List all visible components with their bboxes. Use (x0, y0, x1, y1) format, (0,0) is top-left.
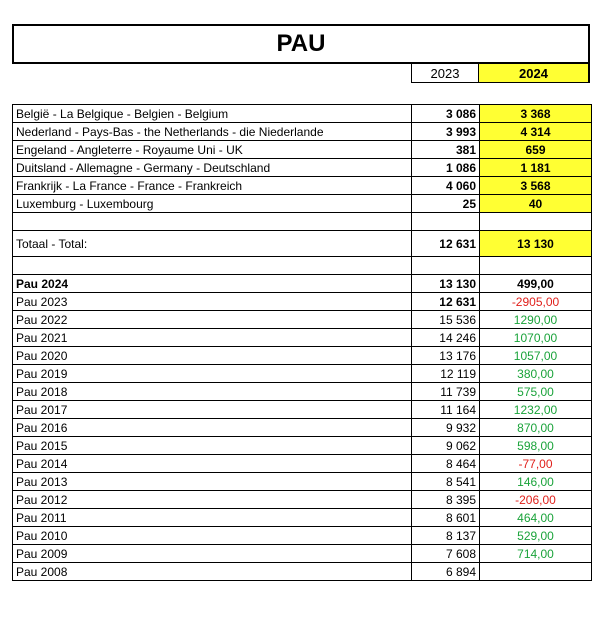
history-label: Pau 2024 (13, 275, 412, 293)
country-row (13, 195, 592, 213)
history-row (13, 455, 592, 473)
history-row (13, 509, 592, 527)
history-row (13, 473, 592, 491)
history-value: 9 932 (412, 419, 480, 437)
history-label: Pau 2011 (13, 509, 412, 527)
history-value: 11 164 (412, 401, 480, 419)
history-diff: 575,00 (480, 383, 592, 401)
history-row (13, 419, 592, 437)
history-label: Pau 2022 (13, 311, 412, 329)
total-value-2023: 12 631 (412, 231, 480, 257)
country-name: Duitsland - Allemagne - Germany - Deutschland (13, 159, 412, 177)
history-diff: 870,00 (480, 419, 592, 437)
history-diff: 146,00 (480, 473, 592, 491)
history-label: Pau 2012 (13, 491, 412, 509)
country-row (13, 141, 592, 159)
history-row (13, 365, 592, 383)
history-diff: 1290,00 (480, 311, 592, 329)
country-name: België - La Belgique - Belgien - Belgium (13, 105, 412, 123)
history-value: 13 130 (412, 275, 480, 293)
country-row (13, 177, 592, 195)
country-value-2024: 1 181 (480, 159, 592, 177)
history-row (13, 527, 592, 545)
history-row (13, 347, 592, 365)
history-diff: 1057,00 (480, 347, 592, 365)
country-row (13, 159, 592, 177)
history-row (13, 275, 592, 293)
country-value-2024: 4 314 (480, 123, 592, 141)
history-label: Pau 2021 (13, 329, 412, 347)
history-value: 8 464 (412, 455, 480, 473)
history-diff: 499,00 (480, 275, 592, 293)
country-row (13, 105, 592, 123)
history-value: 6 894 (412, 563, 480, 581)
history-label: Pau 2017 (13, 401, 412, 419)
country-value-2023: 1 086 (412, 159, 480, 177)
country-value-2023: 4 060 (412, 177, 480, 195)
history-diff: 1232,00 (480, 401, 592, 419)
country-name: Frankrijk - La France - France - Frankreich (13, 177, 412, 195)
country-name: Luxemburg - Luxembourg (13, 195, 412, 213)
country-value-2024: 659 (480, 141, 592, 159)
history-value: 12 631 (412, 293, 480, 311)
history-label: Pau 2008 (13, 563, 412, 581)
history-label: Pau 2009 (13, 545, 412, 563)
history-row (13, 401, 592, 419)
country-value-2023: 381 (412, 141, 480, 159)
history-table-body (13, 275, 592, 581)
country-name: Nederland - Pays-Bas - the Netherlands - die Niederlande (13, 123, 412, 141)
history-value: 8 541 (412, 473, 480, 491)
history-row (13, 491, 592, 509)
country-value-2023: 3 993 (412, 123, 480, 141)
history-row (13, 329, 592, 347)
history-diff: 598,00 (480, 437, 592, 455)
history-diff: 529,00 (480, 527, 592, 545)
history-value: 8 601 (412, 509, 480, 527)
total-row (13, 231, 592, 257)
blank-row (13, 257, 592, 275)
country-value-2023: 3 086 (412, 105, 480, 123)
total-label: Totaal - Total: (13, 231, 412, 257)
history-value: 7 608 (412, 545, 480, 563)
history-label: Pau 2023 (13, 293, 412, 311)
history-value: 9 062 (412, 437, 480, 455)
history-row (13, 545, 592, 563)
history-row (13, 293, 592, 311)
stats-table (12, 104, 592, 581)
country-value-2024: 3 368 (480, 105, 592, 123)
country-value-2023: 25 (412, 195, 480, 213)
history-value: 13 176 (412, 347, 480, 365)
history-diff: -206,00 (480, 491, 592, 509)
country-name: Engeland - Angleterre - Royaume Uni - UK (13, 141, 412, 159)
history-value: 12 119 (412, 365, 480, 383)
history-label: Pau 2020 (13, 347, 412, 365)
history-row (13, 563, 592, 581)
history-label: Pau 2010 (13, 527, 412, 545)
history-label: Pau 2019 (13, 365, 412, 383)
history-label: Pau 2018 (13, 383, 412, 401)
history-label: Pau 2016 (13, 419, 412, 437)
history-diff: 714,00 (480, 545, 592, 563)
history-label: Pau 2015 (13, 437, 412, 455)
page-title: PAU (12, 24, 590, 64)
history-row (13, 311, 592, 329)
history-value: 8 395 (412, 491, 480, 509)
history-value: 8 137 (412, 527, 480, 545)
history-value: 15 536 (412, 311, 480, 329)
history-diff: -2905,00 (480, 293, 592, 311)
column-header-2024: 2024 (478, 63, 590, 83)
history-row (13, 437, 592, 455)
history-label: Pau 2014 (13, 455, 412, 473)
history-label: Pau 2013 (13, 473, 412, 491)
total-value-2024: 13 130 (480, 231, 592, 257)
blank-row (13, 213, 592, 231)
history-diff: 464,00 (480, 509, 592, 527)
history-value: 11 739 (412, 383, 480, 401)
history-diff (480, 563, 592, 581)
country-value-2024: 40 (480, 195, 592, 213)
history-diff: 380,00 (480, 365, 592, 383)
country-value-2024: 3 568 (480, 177, 592, 195)
history-diff: 1070,00 (480, 329, 592, 347)
history-row (13, 383, 592, 401)
column-header-2023: 2023 (411, 63, 479, 83)
history-value: 14 246 (412, 329, 480, 347)
history-diff: -77,00 (480, 455, 592, 473)
country-row (13, 123, 592, 141)
